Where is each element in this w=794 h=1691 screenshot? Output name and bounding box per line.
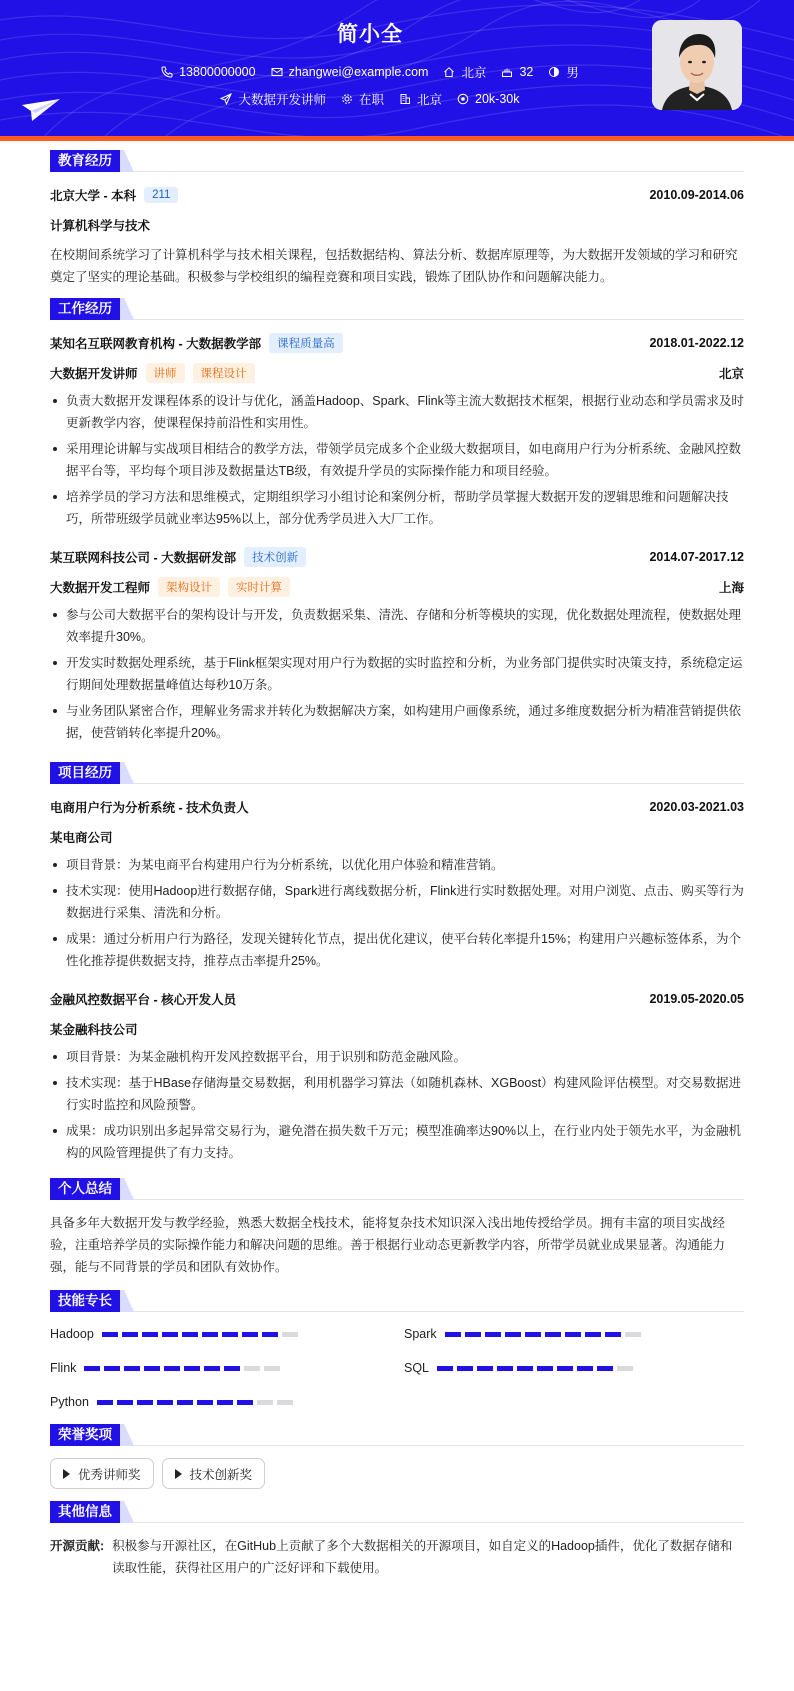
skills-section bbox=[50, 1290, 744, 1412]
section-header bbox=[50, 1290, 744, 1312]
skill-level-bar bbox=[445, 1332, 641, 1337]
skill-level-segment bbox=[437, 1366, 453, 1371]
gender-icon bbox=[548, 66, 560, 78]
money-icon bbox=[457, 93, 469, 105]
skill-level-segment bbox=[122, 1332, 138, 1337]
skill-level-bar bbox=[102, 1332, 298, 1337]
skill-level-segment bbox=[237, 1400, 253, 1405]
company-name: 某知名互联网教育机构 - 大数据教学部 bbox=[50, 337, 262, 351]
expected-city-text: 北京 bbox=[417, 93, 443, 107]
email-info bbox=[271, 63, 429, 81]
section-title: 教育经历 bbox=[50, 150, 120, 172]
skill-level-segment bbox=[477, 1366, 493, 1371]
skill-level-segment bbox=[597, 1366, 613, 1371]
skill-level-segment bbox=[545, 1332, 561, 1337]
skill-level-segment bbox=[124, 1366, 140, 1371]
skill-level-segment bbox=[177, 1400, 193, 1405]
job-duties-list bbox=[50, 390, 744, 530]
skill-name: Python bbox=[50, 1395, 89, 1409]
section-title: 技能专长 bbox=[50, 1290, 120, 1312]
age-text: 32 bbox=[519, 65, 534, 79]
awards-section bbox=[50, 1424, 744, 1489]
education-section bbox=[50, 150, 744, 288]
skill-level-bar bbox=[97, 1400, 293, 1405]
role-tag: 实时计算 bbox=[228, 577, 290, 597]
role-tag: 讲师 bbox=[146, 363, 185, 383]
send-icon bbox=[220, 93, 232, 105]
company-tag: 技术创新 bbox=[244, 547, 306, 567]
skill-level-segment bbox=[465, 1332, 481, 1337]
skill-level-segment bbox=[102, 1332, 118, 1337]
job-entry bbox=[50, 546, 744, 744]
section-title: 荣誉奖项 bbox=[50, 1424, 120, 1446]
skill-level-segment bbox=[505, 1332, 521, 1337]
skill-name: Spark bbox=[404, 1327, 437, 1341]
skill-level-bar bbox=[84, 1366, 280, 1371]
list-item: 成果：成功识别出多起异常交易行为，避免潜在损失数千万元；模型准确率达90%以上，在行业内处于领先水平，为金融机构的风险管理提供了有力支持。 bbox=[50, 1120, 744, 1164]
city-info bbox=[443, 63, 486, 81]
skill-level-segment bbox=[162, 1332, 178, 1337]
project-details-list bbox=[50, 1046, 744, 1164]
skill-level-bar bbox=[437, 1366, 633, 1371]
role-tag: 架构设计 bbox=[158, 577, 220, 597]
job-info-row bbox=[0, 90, 740, 108]
status-info bbox=[341, 90, 384, 108]
summary-section bbox=[50, 1178, 744, 1278]
skill-level-segment bbox=[565, 1332, 581, 1337]
project-details-list bbox=[50, 854, 744, 972]
education-description: 在校期间系统学习了计算机科学与技术相关课程，包括数据结构、算法分析、数据库原理等，为大数据开发领域的学习和研究奠定了坚实的理论基础。积极参与学校组织的编程竞赛和项目实践，锻炼了团队协作和问题解决能力。 bbox=[50, 248, 738, 284]
play-triangle-icon bbox=[175, 1469, 182, 1479]
contact-info-row bbox=[0, 63, 740, 81]
list-item: 负责大数据开发课程体系的设计与优化，涵盖Hadoop、Spark、Flink等主流大数据技术框架，根据行业动态和学员需求及时更新教学内容，使课程保持前沿性和实用性。 bbox=[50, 390, 744, 434]
skill-item bbox=[404, 1324, 744, 1344]
skill-level-segment bbox=[625, 1332, 641, 1337]
skill-name: SQL bbox=[404, 1361, 430, 1375]
skill-name: Flink bbox=[50, 1361, 77, 1375]
phone-info bbox=[161, 63, 255, 81]
cake-icon bbox=[501, 66, 513, 78]
award-badge bbox=[162, 1458, 266, 1489]
list-item: 项目背景：为某电商平台构建用户行为分析系统，以优化用户体验和精准营销。 bbox=[50, 854, 744, 876]
skill-level-segment bbox=[497, 1366, 513, 1371]
company-name: 某互联网科技公司 - 大数据研发部 bbox=[50, 551, 237, 565]
expected-city-info bbox=[399, 90, 442, 108]
list-item: 培养学员的学习方法和思维模式，定期组织学习小组讨论和案例分析，帮助学员掌握大数据开发的逻辑思维和问题解决技巧，所带班级学员就业率达95%以上，部分优秀学员进入大厂工作。 bbox=[50, 486, 744, 530]
skill-level-segment bbox=[242, 1332, 258, 1337]
skill-level-segment bbox=[485, 1332, 501, 1337]
list-item: 技术实现：基于HBase存储海量交易数据，利用机器学习算法（如随机森林、XGBoost）构建风险评估模型。对交易数据进行实时监控和风险预警。 bbox=[50, 1072, 744, 1116]
role-tag: 课程设计 bbox=[193, 363, 255, 383]
skill-level-segment bbox=[182, 1332, 198, 1337]
salary-text: 20k-30k bbox=[475, 92, 520, 106]
skill-name: Hadoop bbox=[50, 1327, 94, 1341]
skill-level-segment bbox=[525, 1332, 541, 1337]
project-name: 电商用户行为分析系统 - 技术负责人 bbox=[50, 801, 249, 815]
profile-photo bbox=[652, 20, 742, 110]
job-title-text: 大数据开发讲师 bbox=[238, 93, 326, 107]
project-entry bbox=[50, 988, 744, 1164]
award-badge bbox=[50, 1458, 154, 1489]
awards-list bbox=[50, 1458, 744, 1489]
list-item: 采用理论讲解与实战项目相结合的教学方法，带领学员完成多个企业级大数据项目，如电商用户行为分析系统、金融风控数据平台等，平均每个项目涉及数据量达TB级，有效提升学员的实际操作能力和项目经验。 bbox=[50, 438, 744, 482]
other-label: 开源贡献: bbox=[50, 1539, 105, 1553]
list-item: 技术实现：使用Hadoop进行数据存储，Spark进行离线数据分析，Flink进行实时数据处理。对用户浏览、点击、购买等行为数据进行采集、清洗和分析。 bbox=[50, 880, 744, 924]
section-header bbox=[50, 1501, 744, 1523]
avatar-portrait bbox=[652, 20, 742, 110]
section-header bbox=[50, 1424, 744, 1446]
paper-plane-icon bbox=[22, 99, 62, 121]
gender-text: 男 bbox=[566, 66, 579, 80]
skill-level-segment bbox=[537, 1366, 553, 1371]
list-item: 与业务团队紧密合作，理解业务需求并转化为数据解决方案，如构建用户画像系统，通过多维度数据分析为精准营销提供依据，使营销转化率提升20%。 bbox=[50, 700, 744, 744]
skill-level-segment bbox=[605, 1332, 621, 1337]
status-text: 在职 bbox=[359, 93, 385, 107]
building-icon bbox=[399, 93, 411, 105]
company-tag: 课程质量高 bbox=[269, 333, 343, 353]
gender-info bbox=[548, 63, 579, 81]
email-text: zhangwei@example.com bbox=[288, 65, 429, 79]
skill-level-segment bbox=[617, 1366, 633, 1371]
list-item: 参与公司大数据平台的架构设计与开发，负责数据采集、清洗、存储和分析等模块的实现，优化数据处理流程，使数据处理效率提升30%。 bbox=[50, 604, 744, 648]
education-date: 2010.09-2014.06 bbox=[649, 188, 744, 202]
job-location: 北京 bbox=[718, 367, 744, 381]
skill-level-segment bbox=[184, 1366, 200, 1371]
resume-content bbox=[0, 150, 794, 1579]
skill-level-segment bbox=[104, 1366, 120, 1371]
job-date: 2014.07-2017.12 bbox=[649, 550, 744, 564]
section-title: 项目经历 bbox=[50, 762, 120, 784]
skill-level-segment bbox=[137, 1400, 153, 1405]
skill-level-segment bbox=[445, 1332, 461, 1337]
work-section bbox=[50, 298, 744, 744]
skill-level-segment bbox=[277, 1400, 293, 1405]
job-location: 上海 bbox=[718, 581, 744, 595]
skill-level-segment bbox=[142, 1332, 158, 1337]
play-triangle-icon bbox=[63, 1469, 70, 1479]
list-item: 成果：通过分析用户行为路径，发现关键转化节点，提出优化建议，使平台转化率提升15%；构建用户兴趣标签体系，为个性化推荐提供数据支持，推荐点击率提升25%。 bbox=[50, 928, 744, 972]
project-date: 2020.03-2021.03 bbox=[649, 800, 744, 814]
skill-item bbox=[50, 1392, 404, 1412]
education-major: 计算机科学与技术 bbox=[50, 219, 151, 233]
other-text: 积极参与开源社区，在GitHub上贡献了多个大数据相关的开源项目，如自定义的Hadoop插件，优化了数据存储和读取性能，获得社区用户的广泛好评和下载使用。 bbox=[112, 1539, 733, 1575]
skill-level-segment bbox=[282, 1332, 298, 1337]
skill-level-segment bbox=[117, 1400, 133, 1405]
skill-level-segment bbox=[164, 1366, 180, 1371]
gear-icon bbox=[341, 93, 353, 105]
skill-level-segment bbox=[97, 1400, 113, 1405]
skill-level-segment bbox=[585, 1332, 601, 1337]
skill-level-segment bbox=[264, 1366, 280, 1371]
project-client: 某金融科技公司 bbox=[50, 1023, 138, 1037]
job-duties-list bbox=[50, 604, 744, 744]
skill-level-segment bbox=[84, 1366, 100, 1371]
project-entry bbox=[50, 796, 744, 972]
education-header-row bbox=[50, 184, 744, 206]
section-title: 个人总结 bbox=[50, 1178, 120, 1200]
other-section bbox=[50, 1501, 744, 1579]
projects-section bbox=[50, 762, 744, 1164]
school-tag: 211 bbox=[144, 187, 178, 203]
resume-name: 简小全 bbox=[337, 23, 403, 46]
skill-level-segment bbox=[517, 1366, 533, 1371]
skill-level-segment bbox=[577, 1366, 593, 1371]
list-item: 开发实时数据处理系统，基于Flink框架实现对用户行为数据的实时监控和分析，为业务部门提供实时决策支持，系统稳定运行期间处理数据量峰值达每秒10万条。 bbox=[50, 652, 744, 696]
skill-level-segment bbox=[244, 1366, 260, 1371]
skill-level-segment bbox=[217, 1400, 233, 1405]
summary-text: 具备多年大数据开发与教学经验，熟悉大数据全栈技术，能将复杂技术知识深入浅出地传授给学员。拥有丰富的项目实战经验，注重培养学员的实际操作能力和解决问题的思维。善于根据行业动态更新教学内容，所带学员就业成果显著。沟通能力强，能与不同背景的学员和团队有效协作。 bbox=[50, 1216, 726, 1274]
mail-icon bbox=[271, 66, 283, 78]
skill-level-segment bbox=[224, 1366, 240, 1371]
skill-level-segment bbox=[204, 1366, 220, 1371]
skill-item bbox=[50, 1358, 404, 1378]
salary-info bbox=[457, 90, 519, 108]
award-label: 技术创新奖 bbox=[189, 1467, 253, 1482]
section-title: 工作经历 bbox=[50, 298, 120, 320]
job-date: 2018.01-2022.12 bbox=[649, 336, 744, 350]
header-accent-bar bbox=[0, 136, 794, 141]
job-entry bbox=[50, 332, 744, 530]
school-name: 北京大学 - 本科 bbox=[50, 189, 137, 203]
skill-item bbox=[404, 1358, 744, 1378]
skill-level-segment bbox=[222, 1332, 238, 1337]
skill-level-segment bbox=[262, 1332, 278, 1337]
job-role: 大数据开发讲师 bbox=[50, 367, 138, 381]
skill-level-segment bbox=[197, 1400, 213, 1405]
phone-text: 13800000000 bbox=[179, 65, 256, 79]
skill-level-segment bbox=[557, 1366, 573, 1371]
skills-grid bbox=[50, 1324, 744, 1412]
skill-item bbox=[50, 1324, 404, 1344]
age-info bbox=[501, 63, 533, 81]
other-info-row bbox=[50, 1535, 744, 1579]
job-role: 大数据开发工程师 bbox=[50, 581, 151, 595]
section-header bbox=[50, 298, 744, 320]
section-header bbox=[50, 150, 744, 172]
skill-level-segment bbox=[202, 1332, 218, 1337]
phone-icon bbox=[161, 66, 173, 78]
project-date: 2019.05-2020.05 bbox=[649, 992, 744, 1006]
skill-level-segment bbox=[144, 1366, 160, 1371]
job-title-info bbox=[220, 90, 326, 108]
skill-level-segment bbox=[157, 1400, 173, 1405]
award-label: 优秀讲师奖 bbox=[78, 1467, 141, 1482]
skill-level-segment bbox=[457, 1366, 473, 1371]
section-title: 其他信息 bbox=[50, 1501, 120, 1523]
skill-level-segment bbox=[257, 1400, 273, 1405]
city-text: 北京 bbox=[461, 66, 487, 80]
project-client: 某电商公司 bbox=[50, 831, 113, 845]
project-name: 金融风控数据平台 - 核心开发人员 bbox=[50, 993, 237, 1007]
resume-header bbox=[0, 0, 794, 141]
section-header bbox=[50, 1178, 744, 1200]
home-icon bbox=[443, 66, 455, 78]
section-header bbox=[50, 762, 744, 784]
list-item: 项目背景：为某金融机构开发风控数据平台，用于识别和防范金融风险。 bbox=[50, 1046, 744, 1068]
